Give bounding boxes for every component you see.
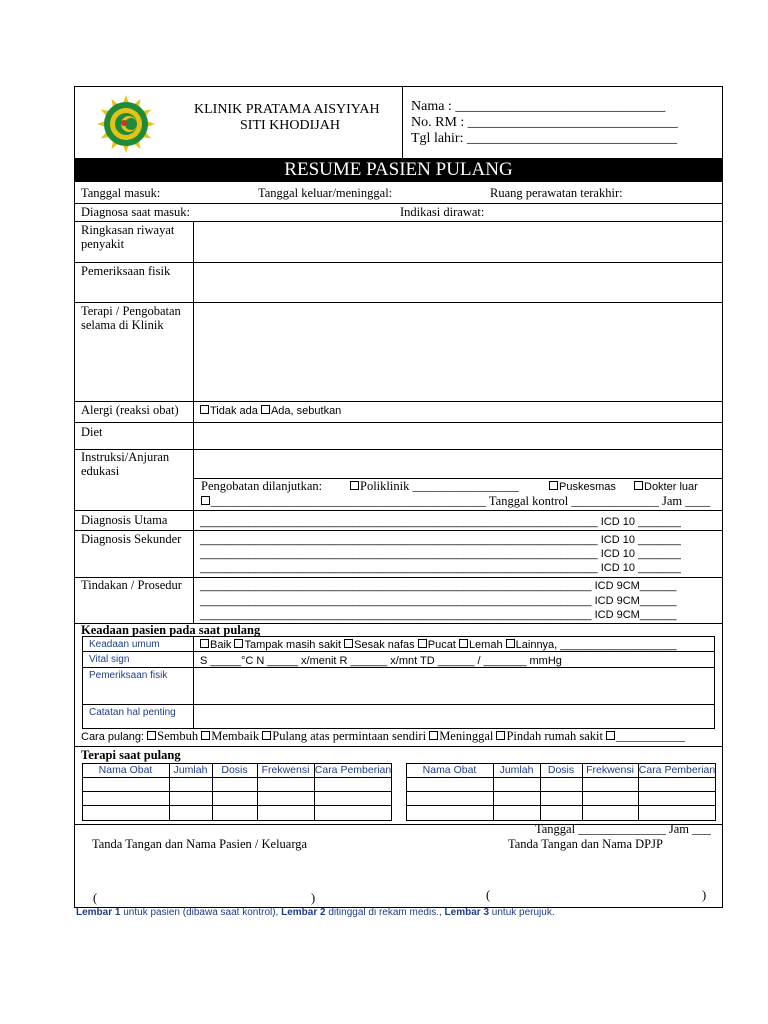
- clinic-name-line1: KLINIK PRATAMA AISYIYAH: [194, 102, 380, 117]
- catatan-input[interactable]: [194, 705, 714, 728]
- sesak-nafas-checkbox[interactable]: [344, 639, 353, 648]
- pemeriksaan-fisik-pulang-label: Pemeriksaan fisik: [89, 670, 168, 681]
- ttd-dpjp-label: Tanda Tangan dan Nama DPJP: [508, 837, 663, 851]
- lembar1-text: untuk pasien (dibawa saat kontrol),: [120, 907, 282, 918]
- baik-label: Baik: [210, 639, 232, 651]
- sembuh-label: Sembuh: [157, 729, 199, 743]
- sesak-nafas-label: Sesak nafas: [354, 639, 415, 651]
- diagnosis-sekunder-line[interactable]: _________________________________________________________________ ICD 10 _______: [200, 562, 681, 574]
- keadaan-heading: Keadaan pasien pada saat pulang: [81, 623, 261, 637]
- lembar2-label: Lembar 2: [281, 907, 326, 918]
- col-frekwensi: Frekwensi: [261, 764, 310, 776]
- aps-label: Pulang atas permintaan sendiri: [272, 729, 427, 743]
- diagnosis-utama-label: Diagnosis Utama: [81, 513, 168, 527]
- alergi-options: [200, 404, 341, 418]
- paren-open: (: [486, 888, 491, 902]
- pucat-checkbox[interactable]: [418, 639, 427, 648]
- ringkasan-label-1: Ringkasan riwayat: [81, 223, 175, 237]
- poliklinik-checkbox[interactable]: [350, 481, 359, 490]
- tindakan-label: Tindakan / Prosedur: [81, 578, 182, 592]
- pemeriksaan-fisik-input[interactable]: [194, 263, 722, 302]
- poliklinik-option: [350, 479, 519, 493]
- membaik-label: Membaik: [211, 729, 260, 743]
- catatan-label: Catatan hal penting: [89, 707, 176, 718]
- lemah-checkbox[interactable]: [459, 639, 468, 648]
- cara-pulang-row: [81, 729, 685, 744]
- tidak-ada-checkbox[interactable]: [200, 405, 209, 414]
- no-rm-field[interactable]: No. RM : ______________________________: [411, 115, 678, 130]
- membaik-checkbox[interactable]: [201, 731, 210, 740]
- ruang-perawatan-label: Ruang perawatan terakhir:: [490, 186, 623, 200]
- terapi-input[interactable]: [194, 303, 722, 401]
- tampak-sakit-checkbox[interactable]: [234, 639, 243, 648]
- lain-cara-pulang-checkbox[interactable]: [606, 731, 615, 740]
- lembar3-label: Lembar 3: [444, 907, 490, 918]
- divider: [74, 510, 723, 511]
- divider: [74, 449, 723, 450]
- nama-field[interactable]: Nama : ______________________________: [411, 99, 666, 114]
- col-cara-pemberian: Cara Pemberian: [638, 764, 716, 776]
- diet-label: Diet: [81, 425, 103, 439]
- footer-note: [76, 907, 555, 918]
- lemah-label: Lemah: [468, 639, 503, 651]
- pengobatan-lanjut-label: Pengobatan dilanjutkan:: [201, 479, 323, 493]
- keadaan-umum-options: [200, 638, 677, 652]
- paren-close: ): [311, 891, 316, 905]
- ringkasan-input[interactable]: [194, 222, 722, 262]
- puskesmas-checkbox[interactable]: [549, 481, 558, 490]
- col-frekwensi: Frekwensi: [586, 764, 634, 776]
- pucat-label: Pucat: [427, 639, 456, 651]
- diagnosis-sekunder-line[interactable]: _________________________________________________________________ ICD 10 _______: [200, 548, 681, 560]
- puskesmas-label: Puskesmas: [559, 481, 616, 493]
- col-jumlah: Jumlah: [499, 764, 534, 776]
- tanggal-keluar-label: Tanggal keluar/meninggal:: [258, 186, 393, 200]
- lainnya-label[interactable]: Lainnya, ___________________: [515, 639, 677, 651]
- tampak-sakit-label: Tampak masih sakit: [244, 639, 342, 651]
- divider: [74, 530, 723, 531]
- divider: [82, 805, 392, 806]
- lembar1-label: Lembar 1: [76, 907, 121, 918]
- cara-pulang-label: Cara pulang:: [81, 731, 144, 743]
- ringkasan-label-2: penyakit: [81, 237, 125, 251]
- paren-open: (: [93, 891, 98, 905]
- diagnosis-sekunder-label: Diagnosis Sekunder: [81, 532, 182, 546]
- diagnosis-sekunder-line[interactable]: _________________________________________________________________ ICD 10 _______: [200, 534, 681, 546]
- terapi-pulang-heading: Terapi saat pulang: [81, 748, 181, 762]
- lembar2-text: ditinggal di rekam medis.,: [325, 907, 445, 918]
- tanggal-masuk-label: Tanggal masuk:: [81, 186, 161, 200]
- col-dosis: Dosis: [221, 764, 248, 776]
- divider: [406, 805, 716, 806]
- diagnosis-utama-line[interactable]: _________________________________________________________________ ICD 10 _______: [200, 516, 681, 528]
- keadaan-umum-label: Keadaan umum: [89, 639, 160, 650]
- divider: [74, 746, 723, 747]
- tanggal-jam-line[interactable]: Tanggal ______________ Jam ___: [535, 822, 711, 836]
- col-nama-obat: Nama Obat: [98, 764, 153, 776]
- paren-close: ): [702, 888, 707, 902]
- divider: [82, 777, 392, 778]
- divider: [82, 791, 392, 792]
- ada-checkbox[interactable]: [261, 405, 270, 414]
- puskesmas-option: [549, 480, 616, 494]
- divider: [406, 777, 716, 778]
- lainnya-pengobatan-checkbox[interactable]: [201, 496, 210, 505]
- divider: [74, 401, 723, 402]
- col-nama-obat: Nama Obat: [422, 764, 477, 776]
- form-title: RESUME PASIEN PULANG: [74, 158, 723, 182]
- col-cara-pemberian: Cara Pemberian: [314, 764, 392, 776]
- header-divider: [402, 86, 403, 158]
- pemeriksaan-fisik-label: Pemeriksaan fisik: [81, 264, 171, 278]
- clinic-logo-icon: [97, 95, 155, 153]
- ada-label: Ada, sebutkan: [270, 405, 342, 417]
- pemeriksaan-fisik-pulang-input[interactable]: [194, 668, 714, 703]
- terapi-label-2: selama di Klinik: [81, 318, 164, 332]
- divider: [406, 791, 716, 792]
- instruksi-label-1: Instruksi/Anjuran: [81, 450, 170, 464]
- instruksi-label-2: edukasi: [81, 464, 120, 478]
- ttd-pasien-label: Tanda Tangan dan Nama Pasien / Keluarga: [92, 837, 308, 851]
- lain-cara-pulang-line[interactable]: ___________: [616, 729, 685, 743]
- clinic-name-line2: SITI KHODIJAH: [240, 118, 340, 133]
- pindah-rs-checkbox[interactable]: [496, 731, 505, 740]
- vital-sign-label: Vital sign: [89, 654, 130, 665]
- dokter-luar-checkbox[interactable]: [634, 481, 643, 490]
- aps-checkbox[interactable]: [262, 731, 271, 740]
- meninggal-checkbox[interactable]: [429, 731, 438, 740]
- tanggal-kontrol-line: [201, 494, 710, 508]
- diagnosa-masuk-label: Diagnosa saat masuk:: [81, 205, 191, 219]
- baik-checkbox[interactable]: [200, 639, 209, 648]
- tindakan-line[interactable]: ________________________________________________________________ ICD 9CM______: [200, 580, 677, 592]
- indikasi-label: Indikasi dirawat:: [400, 205, 485, 219]
- pindah-rs-label: Pindah rumah sakit: [506, 729, 603, 743]
- dokter-luar-option: [634, 480, 698, 494]
- tidak-ada-label: Tidak ada: [210, 405, 258, 417]
- diet-input[interactable]: [194, 423, 722, 449]
- tindakan-line[interactable]: ________________________________________________________________ ICD 9CM______: [200, 609, 677, 621]
- dokter-luar-label: Dokter luar: [644, 481, 698, 493]
- vital-sign-values[interactable]: S _____°C N _____ x/menit R ______ x/mnt TD ______ / _______ mmHg: [200, 655, 562, 667]
- lainnya-checkbox[interactable]: [506, 639, 515, 648]
- tgl-lahir-field[interactable]: Tgl lahir: ______________________________: [411, 131, 677, 146]
- poliklinik-label: Poliklinik _________________: [360, 479, 519, 493]
- alergi-label: Alergi (reaksi obat): [81, 403, 179, 417]
- col-jumlah: Jumlah: [173, 764, 208, 776]
- tindakan-line[interactable]: ________________________________________________________________ ICD 9CM______: [200, 595, 677, 607]
- sembuh-checkbox[interactable]: [147, 731, 156, 740]
- lembar3-text: untuk perujuk.: [489, 907, 555, 918]
- tanggal-kontrol-text[interactable]: ____________________________________________ Tanggal kontrol ______________ Jam ____: [211, 494, 711, 508]
- divider: [74, 203, 723, 204]
- col-dosis: Dosis: [547, 764, 575, 776]
- meninggal-label: Meninggal: [439, 729, 494, 743]
- terapi-label-1: Terapi / Pengobatan: [81, 304, 181, 318]
